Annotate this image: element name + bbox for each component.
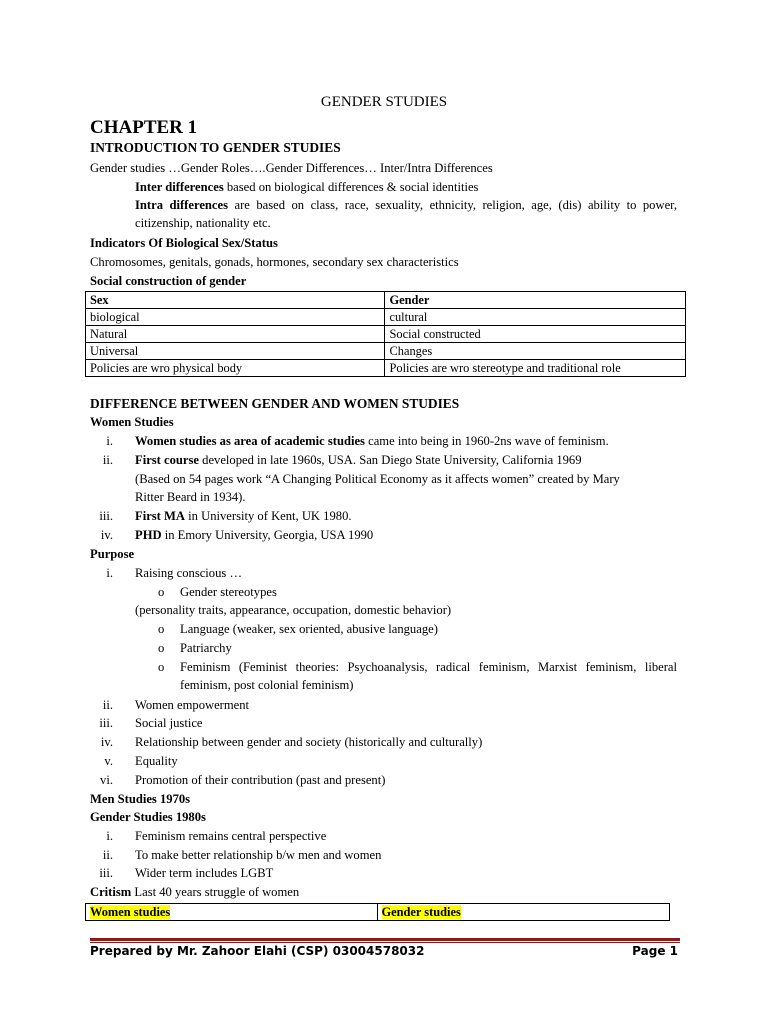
sex-gender-table [85,291,686,377]
table-cell: Policies are wro stereotype and traditional role [385,360,686,377]
critism-line [90,883,299,901]
highlighted-text: Women studies [90,905,171,919]
footer-rule [90,938,680,941]
list-number: iii. [99,716,113,730]
chapter-heading: CHAPTER 1 [90,117,198,138]
list-number: i. [106,829,113,843]
table-row [86,360,686,377]
document-title: GENDER STUDIES [320,94,448,110]
indicators-heading: Indicators Of Biological Sex/Status [90,236,278,250]
bullet-icon: o [158,641,165,655]
footer-page-number: Page 1 [632,944,678,958]
list-item: Social justice [135,716,203,730]
list-number: iii. [99,866,113,880]
intra-text: are based on class, race, sexuality, ethnicity, religion, age, (dis) ability to power, citizenship, nationality etc. [135,198,678,230]
list-item-text: developed in late 1960s, USA. San Diego State University, California 1969 [199,453,582,467]
list-number: i. [106,566,113,580]
difference-heading: DIFFERENCE BETWEEN GENDER AND WOMEN STUDIES [90,396,460,411]
sub-list-item: Patriarchy [180,641,232,655]
list-number: iv. [100,528,113,542]
table-cell: Policies are wro physical body [86,360,385,377]
list-item: Women empowerment [135,698,250,712]
highlighted-text: Gender studies [381,905,461,919]
inter-differences [135,178,478,196]
list-item-continuation: Ritter Beard in 1934). [135,490,246,504]
table-row [86,326,686,343]
list-item: Relationship between gender and society (historically and culturally) [135,735,483,749]
gender-studies-heading: Gender Studies 1980s [90,810,206,824]
intra-differences [135,196,677,232]
list-item: Equality [135,754,178,768]
table-header-row [86,292,686,309]
list-item [135,451,582,469]
footer-prepared-by: Prepared by Mr. Zahoor Elahi (CSP) 03004578032 [90,944,425,958]
table-header-cell [377,904,670,921]
paren-note: (personality traits, appearance, occupation, domestic behavior) [135,603,452,617]
intro-line: Gender studies …Gender Roles….Gender Differences… Inter/Intra Differences [90,161,493,175]
list-item-bold: Women studies as area of academic studies [135,434,365,448]
list-item: Wider term includes LGBT [135,866,274,880]
comparison-table [85,903,670,921]
list-number: ii. [102,453,113,467]
list-number: v. [104,754,113,768]
list-item-text: came into being in 1960-2ns wave of feminism. [364,434,609,448]
list-item: Promotion of their contribution (past and present) [135,773,386,787]
table-header-cell: Gender [385,292,686,309]
intro-heading: INTRODUCTION TO GENDER STUDIES [90,140,341,155]
men-studies-heading: Men Studies 1970s [90,792,191,806]
table-cell: Social constructed [385,326,686,343]
list-number: iii. [99,509,113,523]
indicators-text: Chromosomes, genitals, gonads, hormones, secondary sex characteristics [90,255,459,269]
footer-rule-thin [90,942,680,943]
table-row [86,343,686,360]
bullet-icon: o [158,660,165,674]
table-header-cell [86,904,378,921]
table-cell: Natural [86,326,385,343]
list-item [135,432,609,450]
list-item-bold: PHD [135,528,162,542]
list-item: Feminism remains central perspective [135,829,327,843]
list-item: To make better relationship b/w men and women [135,848,382,862]
bullet-icon: o [158,622,165,636]
table-cell: biological [86,309,385,326]
list-number: ii. [102,848,113,862]
purpose-heading: Purpose [90,547,135,561]
list-item-text: in University of Kent, UK 1980. [185,509,352,523]
sub-list-item: Language (weaker, sex oriented, abusive language) [180,622,438,636]
women-studies-heading: Women Studies [90,415,174,429]
list-item: Raising conscious … [135,566,243,580]
bullet-icon: o [158,585,165,599]
table-cell: Universal [86,343,385,360]
social-heading: Social construction of gender [90,274,247,288]
list-item-continuation: (Based on 54 pages work “A Changing Political Economy as it affects women” created by Mary [135,472,620,486]
inter-text: based on biological differences & social identities [223,180,479,194]
list-item [135,507,352,525]
table-header-row [86,904,670,921]
inter-label: Inter differences [135,180,224,194]
list-item-bold: First course [135,453,199,467]
list-number: vi. [100,773,113,787]
table-cell: cultural [385,309,686,326]
list-item-text: in Emory University, Georgia, USA 1990 [161,528,374,542]
list-number: iv. [100,735,113,749]
table-cell: Changes [385,343,686,360]
table-header-cell: Sex [86,292,385,309]
critism-text: Last 40 years struggle of women [131,885,300,899]
sub-list-item: Gender stereotypes [180,585,277,599]
intra-label: Intra differences [135,198,228,212]
list-number: i. [106,434,113,448]
table-row [86,309,686,326]
critism-label: Critism [90,885,132,899]
sub-list-item: Feminism (Feminist theories: Psychoanalysis, radical feminism, Marxist feminism, liberal feminism, post colonial feminism) [180,660,677,692]
list-item [135,526,373,544]
list-number: ii. [102,698,113,712]
list-item-bold: First MA [135,509,186,523]
